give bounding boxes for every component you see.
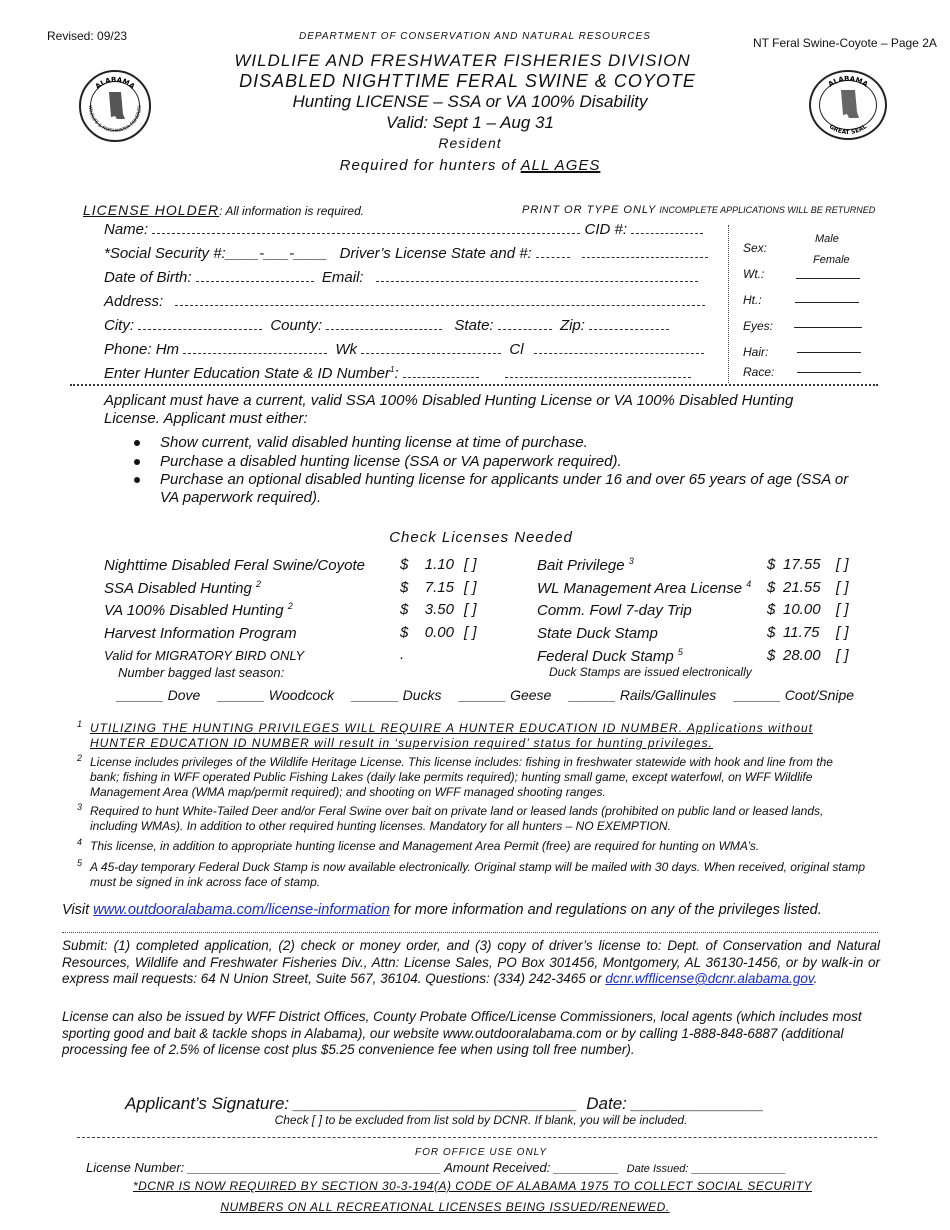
sex-male-option[interactable]: Male xyxy=(815,233,839,245)
bag-count-row xyxy=(117,687,854,703)
dob-row xyxy=(104,268,698,286)
requirement-bullet: Show current, valid disabled hunting license at time of purchase. xyxy=(160,434,588,451)
resident-label: Resident xyxy=(438,135,502,151)
license-dollar: $ xyxy=(400,578,409,596)
bullet-dot xyxy=(134,459,140,465)
license-dollar: $ xyxy=(767,601,776,619)
licenses-heading: Check Licenses Needed xyxy=(389,529,573,546)
cid-field[interactable] xyxy=(631,220,703,234)
license-checkbox[interactable]: [ ] xyxy=(836,624,849,642)
license-number-field[interactable]: ___________________________________ xyxy=(187,1160,441,1175)
license-name xyxy=(537,579,751,597)
license-number-label: License Number: xyxy=(86,1160,185,1175)
cid-label: CID #: xyxy=(584,221,628,238)
license-price: 3.50 xyxy=(424,601,454,619)
print-note-line xyxy=(522,204,875,216)
migratory-dot: . xyxy=(400,646,405,663)
county-label: County: xyxy=(270,317,323,334)
name-label: Name: xyxy=(104,221,149,238)
required-emphasis: ALL AGES xyxy=(520,157,601,174)
revised-date: Revised: 09/23 xyxy=(47,29,128,43)
wildlife-logo xyxy=(79,70,151,142)
species-ducks: Ducks xyxy=(402,687,442,703)
issuing-locations: License can also be issued by WFF District Offices, County Probate Office/License Commissioners, local agents (which includes most sporting good and bait & tackle shops in Alabama), our website www.outdooralabama.com or by calling 1-888-848-6887 (additional processing fee of 2.5% of license cost plus $5.25 convenience fee when using toll free number). xyxy=(62,1009,862,1057)
ssn-notice-line1: *DCNR IS NOW REQUIRED BY SECTION 30-3-194(A) CODE OF ALABAMA 1975 TO COLLECT SOCIAL SECURITY xyxy=(132,1179,813,1193)
page-reference: NT Feral Swine-Coyote – Page 2A xyxy=(753,36,937,50)
city-field[interactable] xyxy=(138,316,262,330)
form-subtitle: Hunting LICENSE – SSA or VA 100% Disability xyxy=(292,92,648,111)
license-dollar: $ xyxy=(767,556,776,573)
license-footnote-ref: 4 xyxy=(746,578,752,589)
hunter-ed-row: Enter Hunter Education State & ID Number$^1$: xyxy=(104,364,691,382)
email-label: Email: xyxy=(321,269,364,286)
holder-note: : All information is required. xyxy=(219,204,365,218)
race-label: Race: xyxy=(743,365,775,379)
license-name-text: SSA Disabled Hunting xyxy=(104,579,257,597)
license-price: 7.15 xyxy=(424,578,454,596)
office-use-heading: FOR OFFICE USE ONLY xyxy=(415,1147,547,1158)
hunter-ed-id-field[interactable] xyxy=(505,364,691,378)
name-field[interactable] xyxy=(152,220,580,234)
amount-received-label: Amount Received: xyxy=(444,1160,551,1175)
signature-row xyxy=(125,1094,764,1114)
dl-state-field[interactable] xyxy=(536,244,570,258)
great-seal-logo xyxy=(809,70,887,140)
license-name-text: Nighttime Disabled Feral Swine/Coyote xyxy=(104,557,365,574)
footnote-text: This license, in addition to appropriate hunting license and Management Area Permit (free) are required for hunting on WMA’s. xyxy=(90,839,760,853)
state-label: State: xyxy=(454,317,494,334)
license-name xyxy=(104,624,297,642)
license-checkbox[interactable]: [ ] xyxy=(464,624,477,642)
license-footnote-ref: 2 xyxy=(287,601,293,612)
address-label: Address: xyxy=(104,293,164,310)
svg-text:ALABAMA: ALABAMA xyxy=(93,75,137,91)
height-label: Ht.: xyxy=(743,293,762,307)
requirements-intro: Applicant must have a current, valid SSA 100% Disabled Hunting License or VA 100% Disabled Hunting License. Applicant must either: xyxy=(104,392,794,427)
license-price: 0.00 xyxy=(424,624,454,642)
footnote-text: License includes privileges of the Wildlife Heritage License. This license includes: fishing in freshwater statewide with hook and line from the bank; fishing in WFF operated Public Fishing Lakes (daily lake permits required); hunting small game, except waterfowl, on WFF Wildlife Management Area (WMA map/permit required); and shooting on WFF managed shooting ranges. xyxy=(90,755,833,799)
license-dollar: $ xyxy=(767,624,776,642)
date-issued-label: Date Issued: xyxy=(626,1163,689,1175)
county-field[interactable] xyxy=(326,316,442,330)
visit-line: Visit www.outdooralabama.com/license-information for more information and regulations on any of the privileges listed. xyxy=(62,902,822,918)
license-dollar: $ xyxy=(767,578,776,596)
footnote-text: Required to hunt White-Tailed Deer and/or Feral Swine over bait on private land or leased lands (prohibited on public land or leased lands, including WMAs). In addition to other required hunting licenses. Mandatory for all hunters – NO EXEMPTION. xyxy=(90,804,824,833)
bag-coot-field[interactable]: ______ xyxy=(734,687,781,703)
species-woodcock: Woodcock xyxy=(268,687,335,703)
hunter-ed-state-field[interactable] xyxy=(403,364,479,378)
section-divider xyxy=(70,384,878,386)
license-checkbox[interactable]: [ ] xyxy=(836,578,849,596)
svg-text:ALABAMA: ALABAMA xyxy=(826,74,870,89)
license-name-text: Harvest Information Program xyxy=(104,625,297,643)
sex-female-option[interactable]: Female xyxy=(813,254,850,266)
email-field[interactable] xyxy=(376,268,698,282)
ssn-field[interactable]: ____-___-____ xyxy=(225,245,328,262)
phone-work-field[interactable] xyxy=(361,340,501,354)
duck-stamp-note: Duck Stamps are issued electronically xyxy=(549,665,752,679)
footnote-number: 3 xyxy=(77,802,83,812)
phone-row xyxy=(104,340,704,358)
license-name xyxy=(104,579,261,597)
license-name xyxy=(104,556,365,574)
footnote-number: 2 xyxy=(77,753,83,763)
license-price: 10.00 xyxy=(783,601,821,619)
phone-cell-label: Cl xyxy=(509,341,524,358)
license-email-link[interactable]: dcnr.wfflicense@dcnr.alabama.gov xyxy=(605,971,814,986)
license-checkbox[interactable]: [ ] xyxy=(836,646,849,664)
phone-home-field[interactable] xyxy=(183,340,327,354)
city-label: City: xyxy=(104,317,134,334)
division-name: WILDLIFE AND FRESHWATER FISHERIES DIVISION xyxy=(234,51,691,70)
bag-rails-field[interactable]: ______ xyxy=(569,687,616,703)
phone-work-label: Wk xyxy=(335,341,358,358)
signature-field[interactable]: ______________________________ xyxy=(293,1094,578,1113)
amount-received-field[interactable]: _________ xyxy=(553,1160,620,1175)
footnote-number: 5 xyxy=(77,858,83,868)
migratory-note: Valid for MIGRATORY BIRD ONLY xyxy=(104,648,305,663)
phone-cell-field[interactable] xyxy=(534,340,704,354)
state-field[interactable] xyxy=(498,316,552,330)
license-name xyxy=(537,624,658,642)
requirement-bullet: Purchase an optional disabled hunting license for applicants under 16 and over 65 years of age (SSA or VA paperwork required). xyxy=(160,471,849,506)
weight-field[interactable] xyxy=(796,278,860,279)
incomplete-note: INCOMPLETE APPLICATIONS WILL BE RETURNED xyxy=(659,205,876,215)
valid-period: Valid: Sept 1 – Aug 31 xyxy=(386,113,554,132)
license-checkbox[interactable]: [ ] xyxy=(464,601,477,619)
zip-label: Zip: xyxy=(559,317,585,334)
license-dollar: $ xyxy=(400,556,409,573)
form-title: DISABLED NIGHTTIME FERAL SWINE & COYOTE xyxy=(239,71,696,91)
sex-label: Sex: xyxy=(743,241,768,255)
phone-home-label: Phone: Hm xyxy=(104,341,180,358)
svg-text:WILDLIFE & FRESHWATER FISHERIE: WILDLIFE & FRESHWATER FISHERIES xyxy=(86,105,144,135)
species-dove: Dove xyxy=(167,687,201,703)
weight-label: Wt.: xyxy=(743,267,765,281)
species-rails: Rails/Gallinules xyxy=(619,687,717,703)
bag-ducks-field[interactable]: ______ xyxy=(352,687,399,703)
footnote-text: UTILIZING THE HUNTING PRIVILEGES WILL REQUIRE A HUNTER EDUCATION ID NUMBER. Applications without HUNTER EDUCATION ID NUMBER will result in ‘supervision required’ status for hunting privileges. xyxy=(90,721,814,750)
office-divider xyxy=(77,1137,877,1138)
license-info-link[interactable]: www.outdooralabama.com/license-information xyxy=(93,902,390,918)
zip-field[interactable] xyxy=(589,316,669,330)
dl-label: Driver’s License State and #: xyxy=(339,245,532,262)
license-name-text: Bait Privilege xyxy=(537,557,629,574)
bag-woodcock-field[interactable]: ______ xyxy=(218,687,265,703)
seal-map-icon xyxy=(811,72,885,138)
required-line xyxy=(0,157,940,174)
physical-divider xyxy=(728,225,729,383)
bagged-note: Number bagged last season: xyxy=(118,665,285,680)
bullet-dot xyxy=(134,477,140,483)
license-checkbox[interactable]: [ ] xyxy=(836,556,849,573)
license-price: 28.00 xyxy=(783,646,821,664)
bag-dove-field[interactable]: ______ xyxy=(117,687,164,703)
footnote-number: 1 xyxy=(77,719,83,729)
license-price: 21.55 xyxy=(783,578,821,596)
city-row xyxy=(104,316,669,334)
svg-text:GREAT SEAL: GREAT SEAL xyxy=(827,123,869,137)
alabama-map-icon xyxy=(81,72,149,140)
license-dollar: $ xyxy=(400,601,409,619)
submit-instructions: Submit: (1) completed application, (2) check or money order, and (3) copy of driver’s license to: Dept. of Conservation and Natural Resources, Wildlife and Freshwater Fisheries Div., Attn: License Sales, PO Box 301456, Montgomery, AL 36130-1456, or by walk-in or express mail requests: 64 N Union Street, Suite 567, 36104. Questions: (334) 242-3465 or dcnr.wfflicense@dcnr.alabama.gov. xyxy=(62,938,880,986)
license-footnote-ref: 3 xyxy=(628,556,634,566)
required-prefix: Required for hunters of xyxy=(339,157,521,174)
department-name: DEPARTMENT OF CONSERVATION AND NATURAL RESOURCES xyxy=(299,31,651,42)
holder-heading-line xyxy=(83,202,364,218)
license-price: 1.10 xyxy=(424,556,454,573)
license-dollar: $ xyxy=(400,624,409,642)
eyes-field[interactable] xyxy=(794,327,862,328)
license-checkbox[interactable]: [ ] xyxy=(464,578,477,596)
hair-label: Hair: xyxy=(743,345,769,359)
address-field[interactable] xyxy=(175,292,705,306)
eyes-label: Eyes: xyxy=(743,319,774,333)
dob-label: Date of Birth: xyxy=(104,269,192,286)
license-footnote-ref: 5 xyxy=(677,646,683,657)
footnote-text: A 45-day temporary Federal Duck Stamp is now available electronically. Original stamp will be mailed with 30 days. When received, original stamp must be signed in ink across face of stamp. xyxy=(90,860,866,889)
license-checkbox[interactable]: [ ] xyxy=(836,601,849,619)
license-checkbox[interactable]: [ ] xyxy=(464,556,477,573)
species-geese: Geese xyxy=(510,687,552,703)
print-only-note: PRINT OR TYPE ONLY xyxy=(522,204,657,216)
hunter-ed-label: Enter Hunter Education State & ID Number xyxy=(104,365,390,382)
office-row xyxy=(86,1160,786,1175)
height-field[interactable] xyxy=(795,302,859,303)
license-name xyxy=(104,601,293,619)
ssn-label: *Social Security #: xyxy=(104,245,226,262)
license-name-text: Comm. Fowl 7-day Trip xyxy=(537,602,692,620)
signature-label: Applicant’s Signature: xyxy=(125,1094,290,1113)
species-coot: Coot/Snipe xyxy=(784,687,855,703)
bullet-dot xyxy=(134,440,140,446)
license-name-text: Federal Duck Stamp xyxy=(537,647,678,665)
license-footnote-ref: 2 xyxy=(256,578,262,589)
dob-field[interactable] xyxy=(196,268,314,282)
visit-divider xyxy=(62,932,878,933)
address-row xyxy=(104,292,705,310)
ssn-row xyxy=(104,244,708,262)
license-name xyxy=(537,556,634,574)
dl-number-field[interactable] xyxy=(582,244,708,258)
name-row xyxy=(104,220,703,238)
signature-date-label: Date: xyxy=(586,1094,627,1113)
license-name-text: WL Management Area License xyxy=(537,579,747,597)
hair-field[interactable] xyxy=(797,352,861,353)
race-field[interactable] xyxy=(797,372,861,373)
license-name xyxy=(537,647,683,665)
holder-heading: LICENSE HOLDER xyxy=(83,202,220,218)
license-name-text: State Duck Stamp xyxy=(537,625,658,643)
bag-geese-field[interactable]: ______ xyxy=(459,687,507,703)
license-price: 11.75 xyxy=(783,624,820,642)
license-price: 17.55 xyxy=(783,556,821,573)
date-issued-field[interactable]: _____________ xyxy=(692,1160,787,1175)
license-name-text: VA 100% Disabled Hunting xyxy=(104,602,288,620)
signature-date-field[interactable]: ______________ xyxy=(631,1094,764,1113)
ssn-notice-line2: NUMBERS ON ALL RECREATIONAL LICENSES BEING ISSUED/RENEWED. xyxy=(220,1200,670,1214)
footnote-number: 4 xyxy=(77,837,83,847)
license-dollar: $ xyxy=(767,646,776,664)
requirement-bullet: Purchase a disabled hunting license (SSA or VA paperwork required). xyxy=(160,453,622,470)
dcnr-list-exclusion[interactable]: Check [ ] to be excluded from list sold by DCNR. If blank, you will be included. xyxy=(274,1113,688,1127)
license-name xyxy=(537,601,692,619)
